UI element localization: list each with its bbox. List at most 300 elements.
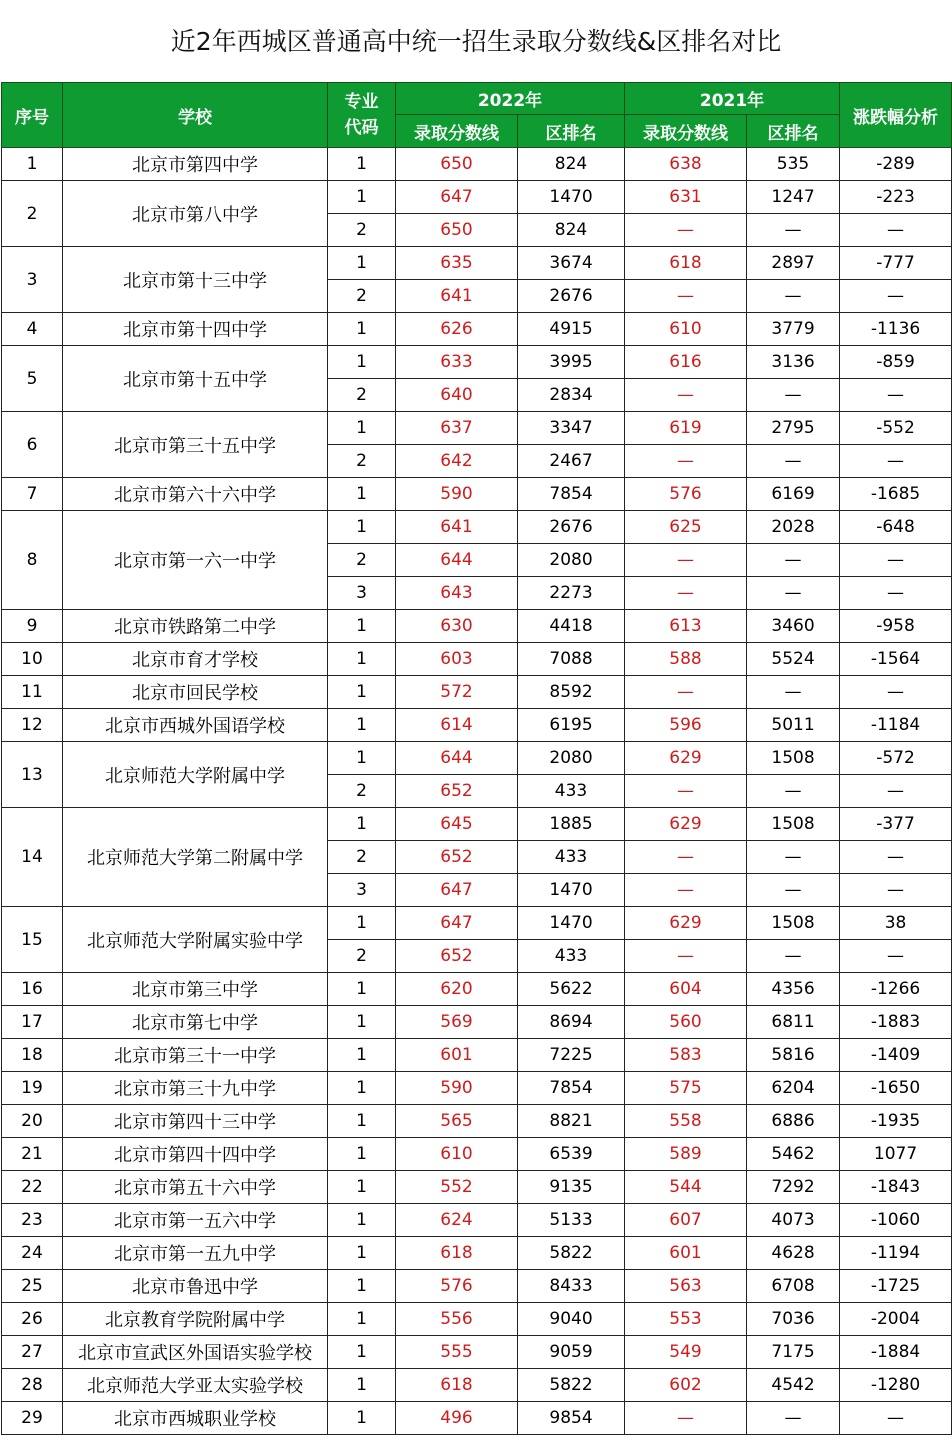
cell-school: 北京市西城职业学校: [63, 1402, 328, 1435]
cell-change: -1650: [840, 1072, 952, 1105]
cell-rank-2021: 6169: [747, 478, 840, 511]
cell-change: —: [840, 1402, 952, 1435]
cell-rank-2021: 2897: [747, 247, 840, 280]
cell-school: 北京市第一五六中学: [63, 1204, 328, 1237]
cell-seq: 1: [2, 148, 63, 181]
cell-rank-2021: 6204: [747, 1072, 840, 1105]
cell-code: 3: [328, 577, 396, 610]
cell-change: 38: [840, 907, 952, 940]
table-row: [2, 1171, 952, 1204]
table-row: [2, 511, 952, 544]
cell-seq: 28: [2, 1369, 63, 1402]
cell-score-2021: —: [625, 214, 747, 247]
cell-score-2021: —: [625, 775, 747, 808]
cell-score-2021: 560: [625, 1006, 747, 1039]
table-row: [2, 1204, 952, 1237]
cell-change: -1884: [840, 1336, 952, 1369]
table-row: [2, 709, 952, 742]
cell-score-2021: 549: [625, 1336, 747, 1369]
cell-change: -777: [840, 247, 952, 280]
cell-rank-2022: 5822: [518, 1369, 625, 1402]
cell-score-2022: 552: [396, 1171, 518, 1204]
cell-rank-2022: 824: [518, 148, 625, 181]
cell-change: -2004: [840, 1303, 952, 1336]
cell-change: -1843: [840, 1171, 952, 1204]
cell-change: —: [840, 214, 952, 247]
cell-rank-2021: —: [747, 445, 840, 478]
cell-school: 北京市第四中学: [63, 148, 328, 181]
cell-rank-2022: 6539: [518, 1138, 625, 1171]
table-row: [2, 412, 952, 445]
cell-score-2021: —: [625, 544, 747, 577]
cell-change: -377: [840, 808, 952, 841]
table-row: [2, 1303, 952, 1336]
cell-code: 1: [328, 643, 396, 676]
table-row: [2, 907, 952, 940]
cell-code: 2: [328, 379, 396, 412]
cell-code: 1: [328, 1402, 396, 1435]
cell-school: 北京市第四十三中学: [63, 1105, 328, 1138]
cell-rank-2022: 7854: [518, 478, 625, 511]
cell-score-2022: 618: [396, 1369, 518, 1402]
cell-rank-2022: 5133: [518, 1204, 625, 1237]
cell-seq: 18: [2, 1039, 63, 1072]
score-table: [1, 82, 952, 1435]
cell-rank-2022: 4915: [518, 313, 625, 346]
cell-school: 北京市第一六一中学: [63, 511, 328, 610]
cell-change: -859: [840, 346, 952, 379]
cell-change: —: [840, 445, 952, 478]
table-row: [2, 1336, 952, 1369]
cell-seq: 23: [2, 1204, 63, 1237]
table-row: [2, 808, 952, 841]
cell-change: -1280: [840, 1369, 952, 1402]
cell-rank-2022: 6195: [518, 709, 625, 742]
cell-score-2022: 652: [396, 841, 518, 874]
cell-code: 1: [328, 346, 396, 379]
cell-score-2021: 601: [625, 1237, 747, 1270]
cell-change: -223: [840, 181, 952, 214]
cell-rank-2022: 9135: [518, 1171, 625, 1204]
table-row: [2, 148, 952, 181]
table-row: [2, 1270, 952, 1303]
cell-school: 北京市育才学校: [63, 643, 328, 676]
cell-rank-2021: —: [747, 874, 840, 907]
table-body: [2, 148, 952, 1435]
cell-score-2021: 625: [625, 511, 747, 544]
cell-rank-2021: 5816: [747, 1039, 840, 1072]
cell-rank-2022: 5622: [518, 973, 625, 1006]
cell-seq: 21: [2, 1138, 63, 1171]
cell-rank-2022: 4418: [518, 610, 625, 643]
cell-score-2022: 614: [396, 709, 518, 742]
cell-code: 2: [328, 841, 396, 874]
cell-score-2021: —: [625, 445, 747, 478]
cell-rank-2022: 5822: [518, 1237, 625, 1270]
cell-score-2021: 619: [625, 412, 747, 445]
cell-score-2021: —: [625, 676, 747, 709]
cell-code: 2: [328, 445, 396, 478]
cell-change: -289: [840, 148, 952, 181]
cell-school: 北京师范大学附属中学: [63, 742, 328, 808]
cell-rank-2021: 3460: [747, 610, 840, 643]
cell-score-2022: 603: [396, 643, 518, 676]
cell-score-2021: 610: [625, 313, 747, 346]
table-row: [2, 742, 952, 775]
cell-rank-2021: 5524: [747, 643, 840, 676]
cell-score-2022: 652: [396, 775, 518, 808]
cell-rank-2021: 6886: [747, 1105, 840, 1138]
cell-code: 1: [328, 808, 396, 841]
cell-seq: 15: [2, 907, 63, 973]
cell-change: —: [840, 940, 952, 973]
cell-score-2022: 652: [396, 940, 518, 973]
cell-code: 1: [328, 610, 396, 643]
cell-rank-2022: 8694: [518, 1006, 625, 1039]
cell-rank-2021: —: [747, 544, 840, 577]
header-change: 涨跌幅分析: [840, 83, 952, 148]
cell-rank-2021: 2795: [747, 412, 840, 445]
cell-code: 2: [328, 214, 396, 247]
table-row: [2, 1138, 952, 1171]
cell-rank-2022: 8592: [518, 676, 625, 709]
cell-school: 北京市宣武区外国语实验学校: [63, 1336, 328, 1369]
table-row: [2, 313, 952, 346]
cell-seq: 27: [2, 1336, 63, 1369]
cell-rank-2021: —: [747, 577, 840, 610]
table-row: [2, 346, 952, 379]
table-row: [2, 1006, 952, 1039]
cell-change: —: [840, 544, 952, 577]
cell-score-2022: 590: [396, 478, 518, 511]
cell-code: 1: [328, 1303, 396, 1336]
cell-score-2022: 620: [396, 973, 518, 1006]
cell-school: 北京市第八中学: [63, 181, 328, 247]
cell-seq: 19: [2, 1072, 63, 1105]
cell-score-2021: 575: [625, 1072, 747, 1105]
cell-code: 1: [328, 676, 396, 709]
cell-school: 北京市第四十四中学: [63, 1138, 328, 1171]
cell-change: -1184: [840, 709, 952, 742]
cell-rank-2022: 7854: [518, 1072, 625, 1105]
cell-seq: 4: [2, 313, 63, 346]
cell-school: 北京市第十五中学: [63, 346, 328, 412]
cell-seq: 17: [2, 1006, 63, 1039]
cell-score-2021: 629: [625, 907, 747, 940]
cell-rank-2022: 3995: [518, 346, 625, 379]
cell-rank-2022: 3674: [518, 247, 625, 280]
cell-seq: 5: [2, 346, 63, 412]
cell-rank-2021: 6811: [747, 1006, 840, 1039]
cell-score-2022: 556: [396, 1303, 518, 1336]
cell-score-2022: 496: [396, 1402, 518, 1435]
cell-school: 北京师范大学附属实验中学: [63, 907, 328, 973]
cell-change: -1194: [840, 1237, 952, 1270]
cell-score-2021: 553: [625, 1303, 747, 1336]
cell-rank-2022: 2834: [518, 379, 625, 412]
cell-change: -1725: [840, 1270, 952, 1303]
page-title: 近2年西城区普通高中统一招生录取分数线&区排名对比: [170, 27, 782, 56]
cell-seq: 22: [2, 1171, 63, 1204]
cell-seq: 2: [2, 181, 63, 247]
cell-rank-2022: 433: [518, 775, 625, 808]
cell-school: 北京师范大学第二附属中学: [63, 808, 328, 907]
cell-seq: 13: [2, 742, 63, 808]
cell-score-2021: 616: [625, 346, 747, 379]
cell-rank-2021: 4356: [747, 973, 840, 1006]
cell-rank-2022: 2080: [518, 544, 625, 577]
cell-code: 1: [328, 907, 396, 940]
cell-change: —: [840, 577, 952, 610]
table-row: [2, 181, 952, 214]
cell-code: 1: [328, 1072, 396, 1105]
cell-score-2022: 647: [396, 874, 518, 907]
cell-score-2021: 589: [625, 1138, 747, 1171]
cell-rank-2021: —: [747, 775, 840, 808]
cell-rank-2021: 2028: [747, 511, 840, 544]
cell-code: 1: [328, 313, 396, 346]
cell-score-2021: 618: [625, 247, 747, 280]
cell-rank-2022: 1470: [518, 181, 625, 214]
cell-change: 1077: [840, 1138, 952, 1171]
cell-change: -572: [840, 742, 952, 775]
cell-school: 北京市第一五九中学: [63, 1237, 328, 1270]
cell-score-2022: 624: [396, 1204, 518, 1237]
cell-score-2022: 641: [396, 280, 518, 313]
cell-seq: 8: [2, 511, 63, 610]
cell-change: -648: [840, 511, 952, 544]
cell-code: 2: [328, 940, 396, 973]
cell-score-2021: 613: [625, 610, 747, 643]
cell-code: 1: [328, 181, 396, 214]
cell-school: 北京市西城外国语学校: [63, 709, 328, 742]
cell-code: 2: [328, 280, 396, 313]
cell-rank-2021: 3136: [747, 346, 840, 379]
cell-rank-2021: 1508: [747, 907, 840, 940]
cell-code: 1: [328, 148, 396, 181]
cell-rank-2021: 5011: [747, 709, 840, 742]
cell-change: —: [840, 775, 952, 808]
table-row: [2, 973, 952, 1006]
cell-rank-2022: 1470: [518, 907, 625, 940]
cell-score-2022: 626: [396, 313, 518, 346]
header-score-2022: 录取分数线: [396, 115, 518, 148]
cell-change: —: [840, 676, 952, 709]
cell-rank-2022: 2273: [518, 577, 625, 610]
cell-change: -1266: [840, 973, 952, 1006]
cell-rank-2022: 3347: [518, 412, 625, 445]
cell-rank-2022: 9854: [518, 1402, 625, 1435]
cell-seq: 7: [2, 478, 63, 511]
cell-change: -1883: [840, 1006, 952, 1039]
cell-rank-2021: 6708: [747, 1270, 840, 1303]
cell-change: —: [840, 280, 952, 313]
cell-code: 1: [328, 1270, 396, 1303]
table-row: [2, 610, 952, 643]
cell-score-2021: 631: [625, 181, 747, 214]
table-row: [2, 1072, 952, 1105]
cell-score-2022: 637: [396, 412, 518, 445]
cell-score-2021: 638: [625, 148, 747, 181]
cell-seq: 9: [2, 610, 63, 643]
cell-code: 1: [328, 973, 396, 1006]
cell-score-2022: 618: [396, 1237, 518, 1270]
cell-score-2022: 642: [396, 445, 518, 478]
table-row: [2, 1237, 952, 1270]
cell-change: -1060: [840, 1204, 952, 1237]
cell-school: 北京教育学院附属中学: [63, 1303, 328, 1336]
cell-rank-2022: 2676: [518, 280, 625, 313]
cell-change: -552: [840, 412, 952, 445]
cell-score-2021: —: [625, 874, 747, 907]
cell-seq: 29: [2, 1402, 63, 1435]
cell-change: —: [840, 379, 952, 412]
cell-code: 1: [328, 1105, 396, 1138]
cell-score-2022: 569: [396, 1006, 518, 1039]
cell-rank-2021: —: [747, 1402, 840, 1435]
cell-score-2022: 650: [396, 148, 518, 181]
cell-score-2022: 645: [396, 808, 518, 841]
header-school: 学校: [63, 83, 328, 148]
cell-rank-2021: 1247: [747, 181, 840, 214]
cell-code: 1: [328, 1138, 396, 1171]
cell-change: —: [840, 874, 952, 907]
cell-rank-2021: 4073: [747, 1204, 840, 1237]
cell-change: -1409: [840, 1039, 952, 1072]
cell-rank-2022: 2676: [518, 511, 625, 544]
cell-rank-2022: 9040: [518, 1303, 625, 1336]
cell-school: 北京市第五十六中学: [63, 1171, 328, 1204]
cell-score-2022: 565: [396, 1105, 518, 1138]
cell-code: 2: [328, 544, 396, 577]
table-row: [2, 1369, 952, 1402]
cell-rank-2021: 535: [747, 148, 840, 181]
cell-score-2021: 563: [625, 1270, 747, 1303]
cell-code: 1: [328, 742, 396, 775]
cell-seq: 24: [2, 1237, 63, 1270]
cell-rank-2022: 1470: [518, 874, 625, 907]
cell-score-2021: 607: [625, 1204, 747, 1237]
cell-rank-2021: —: [747, 940, 840, 973]
table-row: [2, 1039, 952, 1072]
cell-score-2022: 647: [396, 907, 518, 940]
cell-rank-2021: 1508: [747, 742, 840, 775]
cell-school: 北京市第三十五中学: [63, 412, 328, 478]
table-row: [2, 676, 952, 709]
cell-change: -1935: [840, 1105, 952, 1138]
cell-seq: 14: [2, 808, 63, 907]
cell-rank-2021: 7175: [747, 1336, 840, 1369]
cell-rank-2022: 8433: [518, 1270, 625, 1303]
cell-rank-2021: —: [747, 841, 840, 874]
cell-rank-2022: 433: [518, 841, 625, 874]
cell-code: 1: [328, 511, 396, 544]
cell-school: 北京市第六十六中学: [63, 478, 328, 511]
cell-rank-2021: 5462: [747, 1138, 840, 1171]
cell-school: 北京市回民学校: [63, 676, 328, 709]
cell-code: 1: [328, 247, 396, 280]
header-code: [328, 83, 396, 148]
table-row: [2, 247, 952, 280]
cell-code: 1: [328, 1204, 396, 1237]
header-rank-2022: 区排名: [518, 115, 625, 148]
cell-seq: 3: [2, 247, 63, 313]
cell-school: 北京市第七中学: [63, 1006, 328, 1039]
cell-score-2021: 544: [625, 1171, 747, 1204]
cell-rank-2021: —: [747, 676, 840, 709]
cell-code: 2: [328, 775, 396, 808]
cell-rank-2021: 7292: [747, 1171, 840, 1204]
cell-score-2022: 590: [396, 1072, 518, 1105]
cell-school: 北京市鲁迅中学: [63, 1270, 328, 1303]
cell-rank-2022: 824: [518, 214, 625, 247]
cell-rank-2021: 4628: [747, 1237, 840, 1270]
cell-seq: 12: [2, 709, 63, 742]
cell-seq: 6: [2, 412, 63, 478]
cell-rank-2022: 433: [518, 940, 625, 973]
cell-score-2021: 604: [625, 973, 747, 1006]
cell-rank-2021: —: [747, 214, 840, 247]
cell-score-2021: —: [625, 1402, 747, 1435]
cell-rank-2022: 2080: [518, 742, 625, 775]
cell-score-2022: 555: [396, 1336, 518, 1369]
cell-score-2021: 602: [625, 1369, 747, 1402]
cell-seq: 11: [2, 676, 63, 709]
table-row: [2, 1402, 952, 1435]
table-row: [2, 1105, 952, 1138]
cell-school: 北京市第十三中学: [63, 247, 328, 313]
cell-score-2021: 588: [625, 643, 747, 676]
cell-change: -1685: [840, 478, 952, 511]
cell-rank-2022: 9059: [518, 1336, 625, 1369]
cell-code: 1: [328, 1369, 396, 1402]
cell-score-2022: 641: [396, 511, 518, 544]
cell-score-2022: 650: [396, 214, 518, 247]
cell-code: 1: [328, 412, 396, 445]
header-rank-2021: 区排名: [747, 115, 840, 148]
cell-score-2022: 644: [396, 544, 518, 577]
cell-school: 北京师范大学亚太实验学校: [63, 1369, 328, 1402]
header-year-2021: 2021年: [625, 83, 840, 115]
cell-code: 1: [328, 1336, 396, 1369]
cell-rank-2021: 7036: [747, 1303, 840, 1336]
cell-change: -958: [840, 610, 952, 643]
cell-score-2022: 647: [396, 181, 518, 214]
cell-score-2021: —: [625, 940, 747, 973]
table-row: [2, 478, 952, 511]
cell-score-2022: 576: [396, 1270, 518, 1303]
cell-score-2021: —: [625, 577, 747, 610]
cell-score-2021: 576: [625, 478, 747, 511]
cell-rank-2022: 8821: [518, 1105, 625, 1138]
cell-score-2021: 583: [625, 1039, 747, 1072]
cell-seq: 26: [2, 1303, 63, 1336]
table-row: [2, 643, 952, 676]
cell-score-2022: 640: [396, 379, 518, 412]
header-score-2021: 录取分数线: [625, 115, 747, 148]
cell-score-2021: 558: [625, 1105, 747, 1138]
cell-score-2021: —: [625, 280, 747, 313]
cell-school: 北京市铁路第二中学: [63, 610, 328, 643]
cell-score-2022: 643: [396, 577, 518, 610]
cell-seq: 10: [2, 643, 63, 676]
cell-rank-2022: 7225: [518, 1039, 625, 1072]
cell-school: 北京市第三十一中学: [63, 1039, 328, 1072]
cell-school: 北京市第十四中学: [63, 313, 328, 346]
cell-score-2022: 635: [396, 247, 518, 280]
cell-score-2022: 601: [396, 1039, 518, 1072]
cell-change: -1136: [840, 313, 952, 346]
